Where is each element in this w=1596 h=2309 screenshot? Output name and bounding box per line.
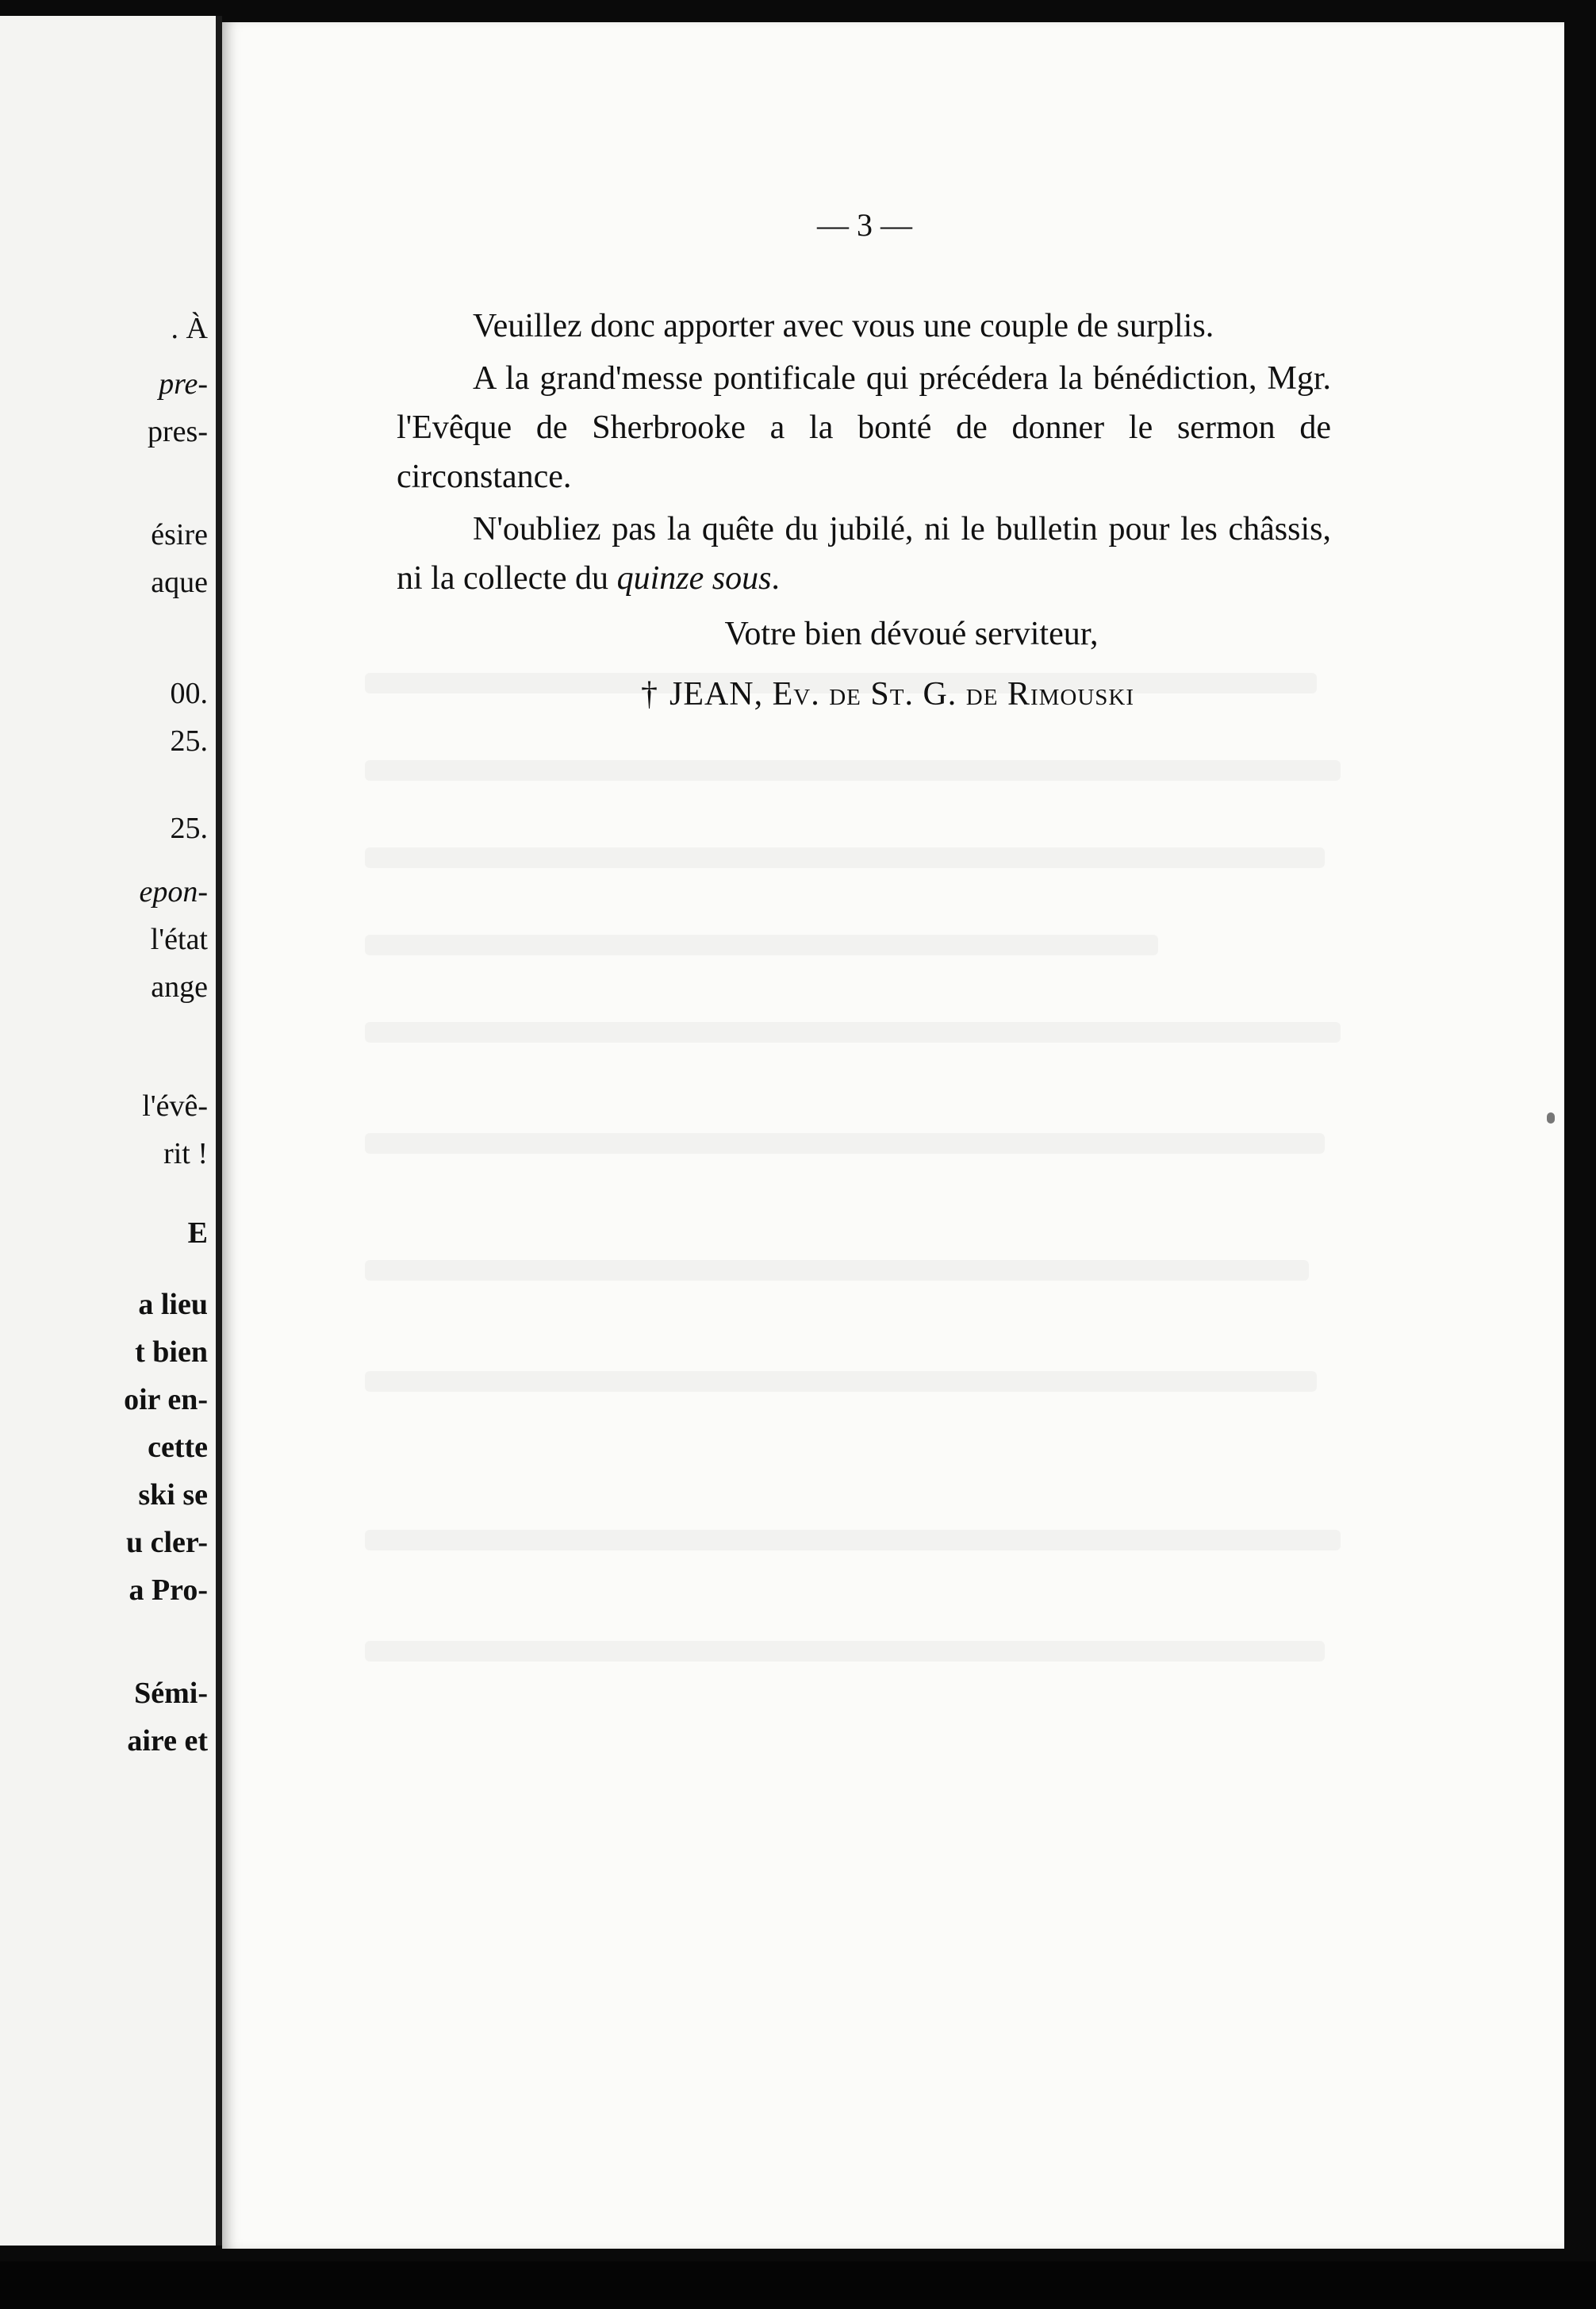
left-page-line: 00. — [170, 677, 208, 710]
signature-text: JEAN, Ev. de St. G. de Rimouski — [669, 676, 1135, 713]
paragraph — [397, 505, 1331, 603]
paragraph-end: . — [771, 560, 780, 597]
left-page-line: pre- — [159, 367, 208, 401]
cross-icon: † — [640, 676, 658, 713]
left-page-line: t bien — [135, 1335, 208, 1369]
left-page-line: rit ! — [163, 1137, 208, 1170]
bleed-through-line — [365, 1371, 1317, 1392]
signature — [397, 670, 1331, 719]
letter-body — [397, 302, 1331, 719]
bleed-through-line — [365, 760, 1341, 781]
bleed-through-line — [365, 847, 1325, 868]
page-number: — 3 — — [817, 207, 912, 243]
scan-border — [0, 2261, 1596, 2309]
margin-speck — [1547, 1112, 1555, 1124]
left-page-line: pres- — [148, 415, 208, 448]
left-page-line: l'état — [150, 923, 208, 956]
left-page-line: l'évê- — [142, 1089, 208, 1123]
bleed-through-line — [365, 1530, 1341, 1550]
bleed-through-line — [365, 1022, 1341, 1043]
left-page-line: oir en- — [124, 1383, 208, 1416]
left-adjacent-page — [0, 16, 216, 2246]
paragraph: A la grand'messe pontificale qui précédera la bénédiction, Mgr. l'Evêque de Sherbrooke a la bonté de donner le sermon de circonstance. — [397, 360, 1331, 495]
left-page-line: ski se — [138, 1478, 208, 1512]
closing-line: Votre bien dévoué serviteur, — [724, 616, 1099, 652]
left-page-line: epon- — [139, 875, 208, 909]
left-page-line: cette — [148, 1431, 208, 1464]
bleed-through-line — [365, 935, 1158, 955]
left-page-line: aire et — [127, 1724, 208, 1758]
left-page-line: aque — [151, 566, 208, 599]
left-page-line: E — [187, 1216, 208, 1250]
paragraph-text: N'oubliez pas la quête du jubilé, ni le bulletin pour les châssis, ni la collecte du — [397, 511, 1331, 597]
bleed-through-line — [365, 1133, 1325, 1154]
left-page-line: . À — [171, 312, 208, 345]
book-gutter — [216, 16, 222, 2246]
left-page-line: u cler- — [125, 1526, 208, 1559]
left-page-line: a lieu — [138, 1288, 208, 1321]
italic-phrase: quinze sous — [616, 560, 772, 597]
left-page-line: Sémi- — [134, 1677, 208, 1710]
left-page-line: 25. — [170, 812, 208, 845]
left-page-line: 25. — [170, 724, 208, 758]
left-page-line: ange — [151, 970, 208, 1004]
paragraph: Veuillez donc apporter avec vous une couple de surplis. — [473, 308, 1214, 344]
left-page-line: a Pro- — [129, 1573, 208, 1607]
left-page-line: ésire — [151, 518, 208, 551]
bleed-through-line — [365, 1641, 1325, 1662]
bleed-through-line — [365, 1260, 1309, 1281]
main-page — [222, 22, 1564, 2249]
